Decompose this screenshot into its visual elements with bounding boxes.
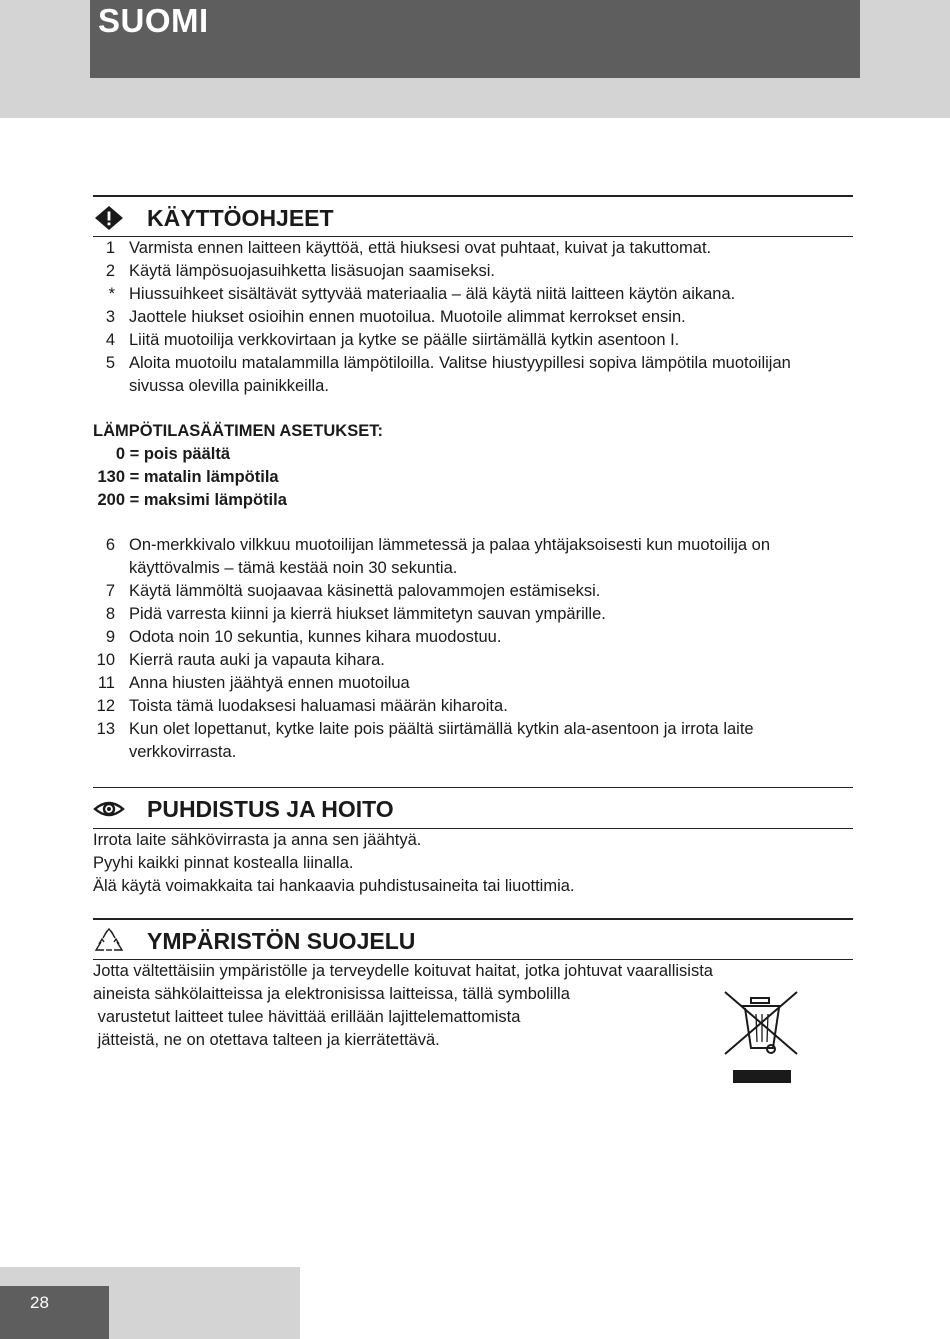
list-item	[93, 672, 853, 695]
item-text: Toista tämä luodaksesi haluamasi määrän kiharoita.	[129, 697, 508, 715]
item-text: Liitä muotoilija verkkovirtaan ja kytke se päälle siirtämällä kytkin asentoon I.	[129, 331, 680, 349]
list-item	[93, 306, 853, 329]
list-item	[93, 237, 853, 260]
text-line: Jotta vältettäisiin ympäristölle ja terveydelle koituvat haitat, jotka johtuvat vaarallisista	[93, 962, 713, 980]
text-line: Älä käytä voimakkaita tai hankaavia puhdistusaineita tai liuottimia.	[93, 877, 575, 895]
item-text: Käytä lämpösuojasuihketta lisäsuojan saamiseksi.	[129, 262, 495, 280]
page-number: 28	[30, 1293, 49, 1312]
item-text: Jaottele hiukset osioihin ennen muotoilua. Muotoile alimmat kerrokset ensin.	[129, 308, 686, 326]
cleaning-section	[93, 787, 853, 898]
section-heading	[93, 195, 853, 237]
list-item	[93, 649, 853, 672]
item-text: Aloita muotoilu matalammilla lämpötiloilla. Valitse hiustyypillesi sopiva lämpötila muotoilijan sivussa olevilla painikkeilla.	[129, 354, 791, 395]
text-line: Pyyhi kaikki pinnat kostealla liinalla.	[93, 854, 354, 872]
section-heading	[93, 787, 853, 829]
item-number: 7	[105, 582, 115, 600]
item-text: Kun olet lopettanut, kytke laite pois päältä siirtämällä kytkin ala-asentoon ja irrota laite verkkovirrasta.	[129, 720, 754, 761]
settings-title: LÄMPÖTILASÄÄTIMEN ASETUKSET:	[93, 422, 383, 440]
item-number: 6	[105, 536, 115, 554]
setting-label: = maksimi lämpötila	[129, 491, 287, 509]
setting-value: 200	[97, 491, 125, 509]
item-number: 11	[97, 674, 115, 692]
list-item	[93, 329, 853, 352]
temperature-settings	[93, 420, 853, 512]
item-number: 2	[105, 262, 115, 280]
list-item	[93, 352, 829, 398]
section-title: KÄYTTÖOHJEET	[147, 205, 334, 231]
warning-diamond-icon	[93, 205, 125, 231]
item-text: Anna hiusten jäähtyä ennen muotoilua	[129, 674, 410, 692]
list-item	[93, 283, 853, 306]
item-number: 12	[96, 697, 115, 715]
list-item	[93, 580, 853, 603]
setting-row	[93, 489, 853, 512]
eye-icon	[93, 796, 125, 822]
item-text: Varmista ennen laitteen käyttöä, että hiuksesi ovat puhtaat, kuivat ja takuttomat.	[129, 239, 712, 257]
list-item	[93, 626, 853, 649]
list-item	[93, 695, 853, 718]
item-text: Pidä varresta kiinni ja kierrä hiukset lämmitetyn sauvan ympärille.	[129, 605, 606, 623]
list-item	[93, 534, 849, 580]
language-title: SUOMI	[98, 2, 209, 39]
item-text: Kierrä rauta auki ja vapauta kihara.	[129, 651, 385, 669]
setting-label: = pois päältä	[129, 445, 231, 463]
setting-row	[93, 466, 853, 489]
page-number-box	[0, 1286, 109, 1339]
item-text: Odota noin 10 sekuntia, kunnes kihara muodostuu.	[129, 628, 502, 646]
item-number: 9	[105, 628, 115, 646]
text-line: Irrota laite sähkövirrasta ja anna sen jäähtyä.	[93, 831, 422, 849]
item-number: 8	[105, 605, 115, 623]
list-item	[93, 260, 853, 283]
item-number: *	[108, 285, 115, 303]
text-line: varustetut laitteet tulee hävittää erillään lajittelemattomista	[93, 1008, 521, 1026]
item-number: 4	[105, 331, 115, 349]
item-number: 5	[105, 354, 115, 372]
crossed-out-wheelie-bin-icon	[723, 990, 799, 1086]
setting-label: = matalin lämpötila	[129, 468, 279, 486]
text-line: aineista sähkölaitteissa ja elektronisissa laitteissa, tällä symbolilla	[93, 985, 570, 1003]
setting-row	[93, 443, 853, 466]
list-item	[93, 718, 859, 764]
item-number: 10	[96, 651, 115, 669]
item-number: 3	[105, 308, 115, 326]
language-tab	[90, 0, 860, 78]
setting-value: 130	[97, 468, 125, 486]
item-text: Käytä lämmöltä suojaavaa käsinettä palovammojen estämiseksi.	[129, 582, 601, 600]
item-text: Hiussuihkeet sisältävät syttyvää materiaalia – älä käytä niitä laitteen käytön aikana.	[129, 285, 736, 303]
section-title: PUHDISTUS JA HOITO	[147, 796, 394, 822]
setting-value: 0	[115, 445, 125, 463]
instructions-section	[93, 195, 853, 764]
item-number: 13	[96, 720, 115, 738]
header-band	[0, 0, 950, 118]
section-heading	[93, 918, 853, 960]
text-line: jätteistä, ne on otettava talteen ja kierrätettävä.	[93, 1031, 440, 1049]
item-text: On-merkkivalo vilkkuu muotoilijan lämmetessä ja palaa yhtäjaksoisesti kun muotoilija on käyttövalmis – tämä kestää noin 30 sekuntia.	[129, 536, 771, 577]
recycle-icon	[93, 928, 125, 954]
section-title: YMPÄRISTÖN SUOJELU	[147, 928, 416, 954]
list-item	[93, 603, 853, 626]
item-number: 1	[105, 239, 115, 257]
